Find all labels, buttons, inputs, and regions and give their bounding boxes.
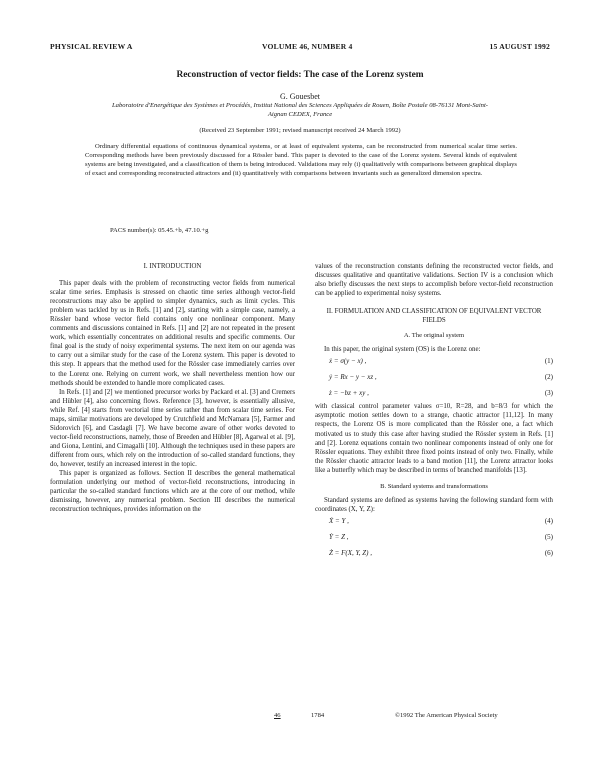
- section-heading-formulation: II. FORMULATION AND CLASSIFICATION OF EQUIVALENT VECTOR FIELDS: [326, 308, 542, 325]
- equation-text: ẏ = Rx − y − xz ,: [329, 373, 377, 382]
- pacs-numbers: PACS number(s): 05.45.+b, 47.10.+g: [110, 227, 209, 234]
- equation-2: [315, 370, 553, 386]
- page-number: 1784: [311, 712, 325, 719]
- equation-number: (2): [544, 373, 553, 382]
- author: G. Gouesbet: [280, 92, 320, 101]
- issue-date: 15 AUGUST 1992: [489, 42, 550, 51]
- right-column: [315, 262, 553, 562]
- subsection-heading-original-system: A. The original system: [403, 332, 465, 340]
- received-date: (Received 23 September 1991; revised manuscript received 24 March 1992): [199, 127, 401, 134]
- abstract-text: Ordinary differential equations of continuous dynamical systems, or at least of equivalent systems, can be reconstructed from numerical scalar time series. Corresponding methods have been previously discussed for a Rössler band. This paper is devoted to the case of the Lorenz system. Several kinds of equivalent systems are being investigated, and a classification of them is being introduced. Validations may rely (i) qualitatively with comparisons between graphical displays of exact and corresponding reconstructed attractors and (ii) quantitatively with comparisons between invariants such as generalized dimension spectra.: [85, 143, 517, 177]
- left-column: [50, 262, 295, 514]
- equation-5: [315, 530, 553, 546]
- subsection-heading-standard-systems: B. Standard systems and transformations: [380, 482, 488, 490]
- paragraph: This paper is organized as follows. Section II describes the general mathematical formulation underlying our method of vector-field reconstructions, introducing in particular the so-called standard functions which are at the core of our method, while dismissing, however, any numerical problem. Section III describes the numerical reconstruction techniques, provides information on the: [50, 470, 295, 514]
- equation-text: ẋ = σ(y − x) ,: [329, 357, 367, 366]
- paragraph: This paper deals with the problem of reconstructing vector fields from numerical scalar time series. Emphasis is stressed on chaotic time series although vector-field reconstructions may also be applied to simpler dynamics, such as limit cycles. This problem was tackled by us in Refs. [1] and [2], starting with a simple case, namely, a Rössler band whose vector field contains only one nonlinear component. Many comments and discussions contained in Refs. [1] and [2] are not repeated in the present work, which essentially concentrates on additional results and specific comments. Our final goal is the study of noisy experimental systems. The next item on our agenda was to carry out a similar study for the case of the Lorenz system. This paper is devoted to this step. It appears that the method used for the Rössler case immediately carries over to the Lorenz one. Relying on current work, we shall nevertheless mention how our methods should be extended to handle more complicated cases.: [50, 280, 295, 387]
- journal-name: PHYSICAL REVIEW A: [50, 42, 133, 51]
- equation-3: [315, 386, 553, 402]
- equation-number: (5): [544, 532, 553, 541]
- equation-number: (3): [544, 389, 553, 398]
- copyright-notice: ©1992 The American Physical Society: [395, 712, 498, 719]
- affiliation: Laboratoire d'Energétique des Systèmes et Procédés, Institut National des Sciences Appliquées de Rouen, Boîte Postale 08-76131 Mont-Saint-Aignan CEDEX, France: [112, 102, 488, 118]
- paper-title: Reconstruction of vector fields: The case of the Lorenz system: [176, 70, 424, 80]
- equation-text: Ẋ = Y ,: [329, 516, 349, 525]
- paragraph: values of the reconstruction constants defining the reconstructed vector fields, and discusses qualitative and quantitative validations. Section IV is a conclusion which also briefly discusses the next steps to accomplish before vector-field reconstruction can be applied to experimental noisy systems.: [315, 263, 553, 298]
- equation-text: Ẏ = Z ,: [329, 532, 349, 541]
- equation-4: [315, 514, 553, 530]
- equation-6: [315, 546, 553, 562]
- section-heading-introduction: I. INTRODUCTION: [143, 263, 202, 270]
- paragraph: In Refs. [1] and [2] we mentioned precursor works by Packard et al. [3] and Cremers and Hübler [4], also concerning flows. Reference [3], however, is essentially allusive, while Ref. [4] starts from vectorial time series rather than from scalar time series. For maps, similar motivations are developed by Crutchfield and McNamara [5], Farmer and Sidorovich [6], and Casdagli [7]. We have become aware of other works devoted to vector-field reconstructions, namely, those of Breeden and Hübler [8], Agarwal et al. [9], and Giona, Lentini, and Cimagalli [10]. Although the techniques used in these papers are different from ours, which rely on the introduction of so-called standard functions, they do, however, testify an increased interest in the topic.: [50, 388, 295, 468]
- equation-number: (6): [544, 548, 553, 557]
- equation-number: (1): [544, 357, 553, 366]
- abstract: [85, 143, 517, 179]
- paragraph: Standard systems are defined as systems having the following standard form with coordinates (X, Y, Z):: [315, 496, 553, 513]
- equation-text: Ż = F(X, Y, Z) ,: [329, 548, 372, 557]
- paragraph: with classical control parameter values σ=10, R=28, and b=8/3 for which the asymptotic motion settles down to a strange, chaotic attractor [11,12]. In many respects, the Lorenz OS is more complicated than the Rössler one, a fact which motivated us to study this case after having studied the Rössler system in Refs. [1] and [2]. Lorenz equations contain two nonlinear components instead of only one for Rössler equations. They exhibit three fixed points instead of only two. Finally, while the Rössler chaotic attractor leads to a band motion [11], the Lorenz attractor looks like a butterfly which may be described in terms of branched manifolds [13].: [315, 403, 553, 474]
- equation-text: ż = −bz + xy ,: [329, 389, 369, 398]
- paragraph: In this paper, the original system (OS) is the Lorenz one:: [324, 346, 481, 354]
- footer-volume: 46: [274, 712, 281, 719]
- equation-number: (4): [544, 516, 553, 525]
- equation-1: [315, 354, 553, 370]
- volume-number: VOLUME 46, NUMBER 4: [262, 42, 353, 51]
